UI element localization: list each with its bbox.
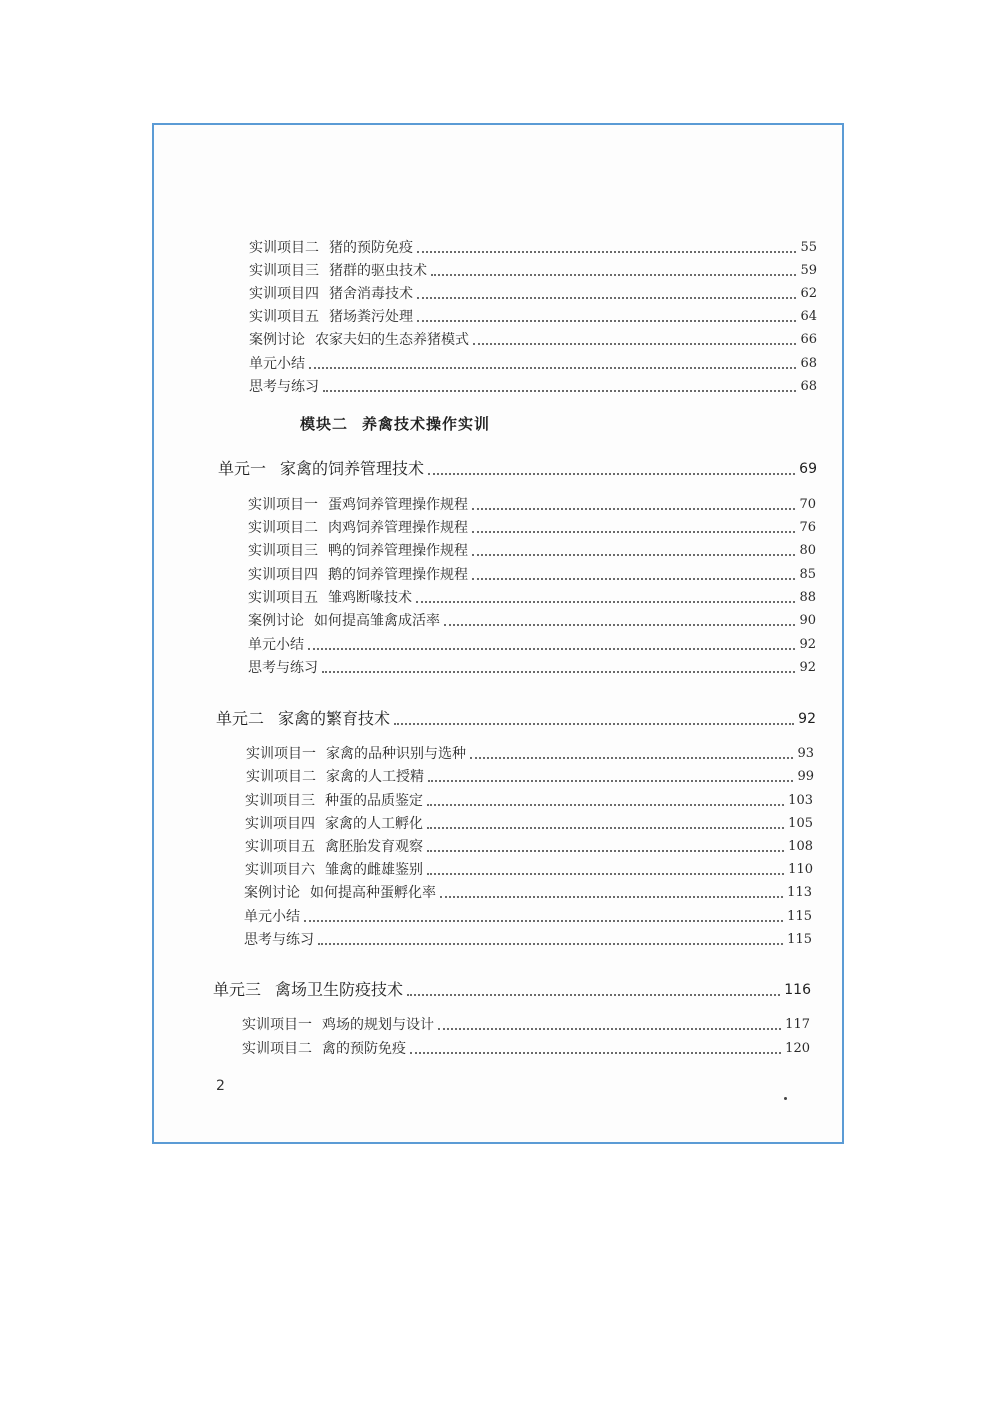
toc-entry[interactable] <box>249 262 817 280</box>
toc-entry-label: 单元小结 <box>248 637 304 653</box>
toc-page-number: 64 <box>800 309 817 324</box>
dot-leader <box>417 320 796 322</box>
dot-leader <box>470 757 793 759</box>
toc-entry[interactable] <box>242 1016 810 1034</box>
toc-page-number: 80 <box>799 543 816 558</box>
toc-entry-label: 实训项目五 禽胚胎发育观察 <box>245 839 423 855</box>
dot-leader <box>394 723 794 725</box>
module-heading: 模块二 养禽技术操作实训 <box>300 415 491 433</box>
toc-entry[interactable] <box>249 239 817 257</box>
toc-entry[interactable] <box>248 612 816 630</box>
toc-entry-label: 单元小结 <box>249 356 305 372</box>
toc-entry[interactable] <box>248 566 816 584</box>
toc-page-number: 103 <box>788 793 813 808</box>
toc-entry-label: 实训项目二 肉鸡饲养管理操作规程 <box>248 520 468 536</box>
toc-entry-label: 实训项目四 鹅的饲养管理操作规程 <box>248 567 468 583</box>
toc-entry-label: 思考与练习 <box>248 660 318 676</box>
toc-entry[interactable] <box>248 636 816 654</box>
toc-page-number: 69 <box>799 461 817 477</box>
toc-page-number: 68 <box>800 356 817 371</box>
toc-entry-label: 实训项目四 猪舍消毒技术 <box>249 286 413 302</box>
toc-entry-label: 实训项目一 蛋鸡饲养管理操作规程 <box>248 497 468 513</box>
dot-leader <box>427 850 784 852</box>
toc-page-number: 110 <box>788 862 813 877</box>
toc-entry-label: 单元小结 <box>244 909 300 925</box>
toc-page-number: 116 <box>784 982 811 998</box>
toc-entry[interactable] <box>245 861 813 879</box>
toc-entry[interactable] <box>245 838 813 856</box>
toc-page-number: 62 <box>800 286 817 301</box>
toc-entry[interactable] <box>245 792 813 810</box>
toc-unit-heading[interactable] <box>216 709 816 729</box>
dot-leader <box>444 624 795 626</box>
toc-page-number: 92 <box>799 660 816 675</box>
dot-leader <box>473 343 796 345</box>
dot-leader <box>308 648 795 650</box>
dot-leader <box>472 578 795 580</box>
toc-entry[interactable] <box>249 355 817 373</box>
toc-page-number: 66 <box>800 332 817 347</box>
scan-speck <box>784 1097 787 1100</box>
dot-leader <box>416 601 795 603</box>
toc-page-number: 108 <box>788 839 813 854</box>
dot-leader <box>427 873 784 875</box>
toc-page-number: 105 <box>788 816 813 831</box>
toc-entry-label: 实训项目一 家禽的品种识别与选种 <box>246 746 466 762</box>
toc-entry-label: 案例讨论 如何提高雏禽成活率 <box>248 613 440 629</box>
dot-leader <box>427 827 784 829</box>
dot-leader <box>472 508 795 510</box>
toc-entry[interactable] <box>244 908 812 926</box>
toc-page-number: 55 <box>800 240 817 255</box>
toc-entry[interactable] <box>249 378 817 396</box>
dot-leader <box>304 920 783 922</box>
toc-entry-label: 实训项目三 鸭的饲养管理操作规程 <box>248 543 468 559</box>
toc-entry-label: 实训项目五 雏鸡断喙技术 <box>248 590 412 606</box>
toc-entry-label: 实训项目二 禽的预防免疫 <box>242 1041 406 1057</box>
dot-leader <box>407 994 780 996</box>
toc-page-number: 99 <box>797 769 814 784</box>
toc-entry-label: 实训项目六 雏禽的雌雄鉴别 <box>245 862 423 878</box>
toc-unit-label: 单元三 禽场卫生防疫技术 <box>213 980 404 999</box>
toc-page-number: 120 <box>785 1041 810 1056</box>
toc-entry[interactable] <box>249 285 817 303</box>
toc-page-number: 92 <box>798 711 816 727</box>
dot-leader <box>428 473 795 475</box>
toc-entry-label: 实训项目四 家禽的人工孵化 <box>245 816 423 832</box>
dot-leader <box>322 671 795 673</box>
toc-page-number: 115 <box>787 909 812 924</box>
toc-unit-label: 单元一 家禽的饲养管理技术 <box>218 459 425 478</box>
toc-page-number: 93 <box>797 746 814 761</box>
toc-page-number: 59 <box>800 263 817 278</box>
toc-entry[interactable] <box>248 519 816 537</box>
dot-leader <box>417 251 796 253</box>
dot-leader <box>440 896 783 898</box>
toc-unit-heading[interactable] <box>218 459 817 479</box>
toc-entry-label: 实训项目二 家禽的人工授精 <box>246 769 424 785</box>
toc-page-number: 117 <box>785 1017 810 1032</box>
toc-page-number: 88 <box>799 590 816 605</box>
toc-entry-label: 实训项目三 猪群的驱虫技术 <box>249 263 427 279</box>
toc-entry[interactable] <box>248 496 816 514</box>
toc-page-number: 113 <box>787 885 812 900</box>
dot-leader <box>431 274 796 276</box>
dot-leader <box>417 297 796 299</box>
dot-leader <box>438 1028 781 1030</box>
toc-entry[interactable] <box>248 589 816 607</box>
dot-leader <box>309 367 796 369</box>
toc-page-number: 76 <box>799 520 816 535</box>
dot-leader <box>472 554 795 556</box>
dot-leader <box>323 390 796 392</box>
toc-entry[interactable] <box>248 659 816 677</box>
toc-entry[interactable] <box>242 1040 810 1058</box>
toc-entry[interactable] <box>246 745 814 763</box>
dot-leader <box>410 1052 781 1054</box>
toc-entry-label: 思考与练习 <box>249 379 319 395</box>
dot-leader <box>427 804 784 806</box>
toc-page-number: 85 <box>799 567 816 582</box>
toc-entry[interactable] <box>249 308 817 326</box>
toc-page-number: 90 <box>799 613 816 628</box>
toc-page-number: 68 <box>800 379 817 394</box>
toc-page-number: 70 <box>799 497 816 512</box>
dot-leader <box>472 531 795 533</box>
page-number: 2 <box>216 1078 225 1094</box>
toc-entry[interactable] <box>244 884 812 902</box>
dot-leader <box>428 780 793 782</box>
toc-unit-label: 单元二 家禽的繁育技术 <box>216 709 391 728</box>
toc-entry-label: 实训项目一 鸡场的规划与设计 <box>242 1017 434 1033</box>
toc-entry[interactable] <box>249 331 817 349</box>
toc-entry-label: 实训项目五 猪场粪污处理 <box>249 309 413 325</box>
toc-page-number: 115 <box>787 932 812 947</box>
toc-entry-label: 实训项目三 种蛋的品质鉴定 <box>245 793 423 809</box>
toc-entry[interactable] <box>245 815 813 833</box>
toc-page-number: 92 <box>799 637 816 652</box>
toc-entry[interactable] <box>248 542 816 560</box>
toc-unit-heading[interactable] <box>213 980 811 1000</box>
dot-leader <box>318 943 783 945</box>
toc-entry[interactable] <box>244 931 812 949</box>
toc-entry-label: 案例讨论 如何提高种蛋孵化率 <box>244 885 436 901</box>
toc-entry-label: 思考与练习 <box>244 932 314 948</box>
toc-entry[interactable] <box>246 768 814 786</box>
toc-entry-label: 案例讨论 农家夫妇的生态养猪模式 <box>249 332 469 348</box>
toc-entry-label: 实训项目二 猪的预防免疫 <box>249 240 413 256</box>
